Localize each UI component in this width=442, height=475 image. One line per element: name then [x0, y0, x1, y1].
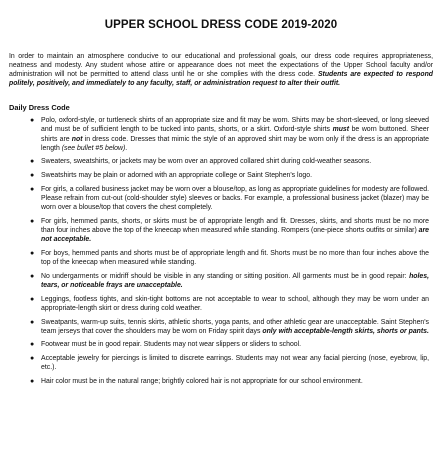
list-item	[30, 157, 429, 166]
list-item	[30, 340, 429, 349]
list-item	[30, 185, 429, 212]
bullet-icon: ●	[30, 158, 35, 166]
intro-text: In order to maintain an atmosphere conducive to our educational and professional goals, our dress code requires appropriateness, neatness and modesty. Any student whose attire or appearance does not meet the expectations of the Upper School faculty and/or administration will not be permitted to attend class until he or she complies with the dress code.	[9, 53, 433, 79]
item-text: Hair color must be in the natural range; brightly colored hair is not appropriate for our school environment.	[41, 378, 363, 386]
list-item	[30, 377, 429, 386]
list-item	[30, 217, 430, 244]
list-item	[30, 272, 429, 290]
item-text: Sweaters, sweatshirts, or jackets may be worn over an approved collared shirt during cold-weather seasons.	[41, 158, 372, 166]
bullet-icon: ●	[30, 341, 35, 349]
document-title: UPPER SCHOOL DRESS CODE 2019-2020	[104, 19, 338, 31]
bullet-icon: ●	[30, 172, 35, 180]
list-item	[30, 171, 429, 180]
item-text: .	[125, 144, 128, 152]
list-item	[30, 295, 429, 313]
bullet-icon: ●	[30, 249, 35, 257]
item-text: be worn buttoned. Sheer shirts are	[41, 126, 429, 143]
bullet-icon: ●	[30, 186, 35, 193]
bullet-icon: ●	[30, 217, 35, 225]
item-text: Leggings, footless tights, and skin-tight bottoms are not acceptable to wear to school, although they may be worn under an appropriate-length skirt or dress during cold weather.	[41, 295, 429, 312]
intro-bold-text: Students are expected to respond politely, positively, and immediately to any faculty, staff, or administration request to alter their outfit.	[9, 71, 433, 88]
item-text: Footwear must be in good repair. Students may not wear slippers or sliders to school.	[41, 341, 302, 349]
item-text: Polo, oxford-style, or turtleneck shirts of an appropriate size and fit may be worn. Shirts may be short-sleeved, or long sleeved and must be of sufficient length to be tucked into pants, shorts, or a skirt. Oxford-style shirts	[41, 117, 429, 134]
item-text: For girls, hemmed pants, shorts, or skirts must be of appropriate length and fit. Dresses, skirts, and shorts must be no more than four inches above the top of the kneecap when measured while standing. Rompers (one-piece shorts outfits or similar)	[41, 217, 429, 235]
bullet-icon: ●	[30, 117, 35, 125]
section-title: Daily Dress Code	[9, 103, 70, 113]
item-text: Acceptable jewelry for piercings is limited to discrete earrings. Students may not wear any facial piercing (nose, eyebrow, lip, etc.).	[41, 355, 429, 372]
item-emphasis: holes, tears, or noticeable frays are unacceptable.	[41, 272, 429, 289]
list-item	[30, 249, 429, 267]
bullet-icon: ●	[30, 318, 35, 326]
item-emphasis: are not acceptable.	[41, 227, 430, 244]
dress-code-list	[9, 116, 433, 386]
intro-paragraph	[9, 52, 433, 88]
item-italic: (see bullet #5 below)	[61, 144, 126, 152]
item-text: No undergarments or midriff should be visible in any standing or sitting position. All garments must be in good repair:	[41, 272, 410, 280]
item-emphasis: not	[71, 135, 83, 143]
bullet-icon: ●	[30, 295, 35, 303]
list-item	[30, 116, 429, 152]
list-item	[30, 354, 429, 372]
item-emphasis: must	[332, 126, 350, 134]
bullet-icon: ●	[30, 355, 35, 363]
item-text: Sweatpants, warm-up suits, tennis skirts, athletic shorts, yoga pants, and other athletic gear are unacceptable. Saint Stephen's team jerseys that cover the shoulders may be worn on Friday spirit days	[41, 318, 429, 335]
list-item	[30, 318, 429, 336]
bullet-icon: ●	[30, 378, 35, 386]
item-text: Sweatshirts may be plain or adorned with an appropriate college or Saint Stephen's logo.	[41, 172, 312, 180]
item-text: For girls, a collared business jacket may be worn over a blouse/top, as long as appropriate guidelines for modesty are followed. Please refrain from cut-out (cold-shoulder style) sleeves or backs. For example, a professional business jacket (blazer) may be worn over a blouse/top that covers the chest completely.	[41, 186, 429, 212]
item-emphasis: only with acceptable-length skirts, shorts or pants.	[262, 327, 429, 335]
item-text: in dress code. Dresses that mimic the style of an approved shirt may be worn only if the dress is an appropriate length	[41, 135, 429, 152]
bullet-icon: ●	[30, 272, 35, 280]
item-text: For boys, hemmed pants and shorts must be of appropriate length and fit. Shorts must be no more than four inches above the top of the kneecap when measured while standing.	[41, 249, 429, 267]
